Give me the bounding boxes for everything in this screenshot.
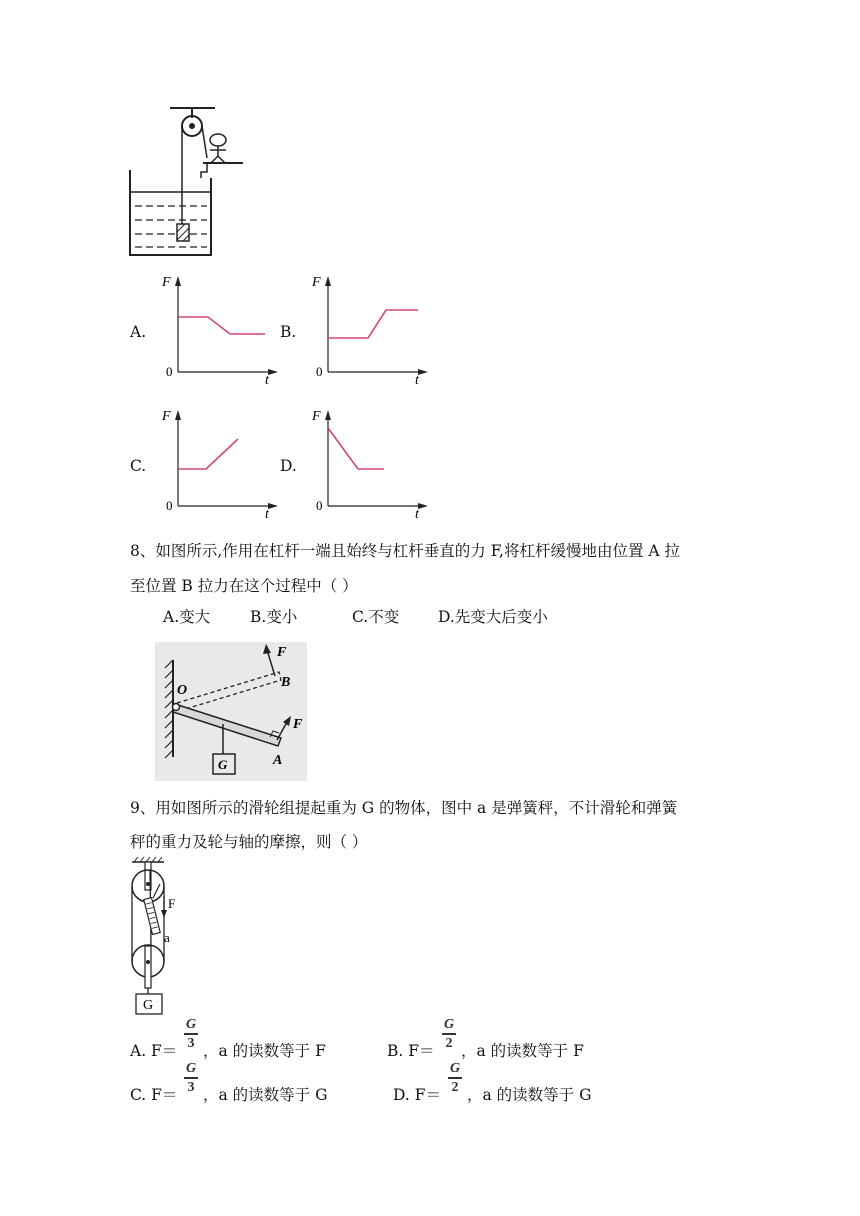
q9-option-d-prefix: D. F＝ [393,1086,441,1104]
q9-text-line2: 秤的重力及轮与轴的摩擦，则（ ） [130,833,368,851]
curve-b [328,310,418,338]
q9-option-d-suffix: ，a 的读数等于 G [467,1086,592,1104]
q9-option-c-prefix: C. F＝ [130,1086,178,1104]
q9-option-b-prefix: B. F＝ [387,1042,435,1060]
axis-x-label: t [415,507,419,522]
q8-text-line2: 至位置 B 拉力在这个过程中（ ） [130,577,358,595]
origin-label: 0 [316,498,323,513]
axis-y-label: F [162,275,171,290]
pivot-o-label: O [177,683,188,698]
curve-c [178,439,238,469]
point-b-label: B [281,675,291,690]
axis-x-label: t [265,507,269,522]
q9-text-line1: 9、用如图所示的滑轮组提起重为 G 的物体，图中 a 是弹簧秤，不计滑轮和弹簧 [130,799,678,817]
axis-y-label: F [162,409,171,424]
q9-option-b-suffix: ，a 的读数等于 F [461,1042,584,1060]
q8-text-line1: 8、如图所示,作用在杠杆一端且始终与杠杆垂直的力 F,将杠杆缓慢地由位置 A 拉 [130,542,681,560]
q9-option-a-suffix: ，a 的读数等于 F [203,1042,326,1060]
axis-x-label: t [265,373,269,388]
q8-option-a: A.变大 [163,608,211,626]
q9-option-c-suffix: ，a 的读数等于 G [203,1086,328,1104]
pulley-tank-figure [125,100,250,260]
axis-x-label: t [415,373,419,388]
point-a-label: A [273,753,283,768]
pulley-system-figure [124,856,194,1018]
q8-option-c: C.不变 [352,608,400,626]
lever-figure [155,642,307,781]
graph-d [308,402,433,522]
force-bottom-label: F [293,717,303,732]
option-c-label: C. [130,457,147,475]
origin-label: 0 [316,364,323,379]
q8-option-b: B.变小 [250,608,298,626]
graph-b [308,268,433,388]
q9-option-b-fraction: G 2 [443,1017,455,1051]
q9-option-a-prefix: A. F＝ [130,1042,178,1060]
weight-label: G [218,757,228,772]
origin-label: 0 [166,498,173,513]
graph-c [158,402,283,522]
q8-option-d: D.先变大后变小 [438,608,548,626]
curve-a [178,317,265,334]
graph-a [158,268,283,388]
force-top-label: F [277,645,287,660]
force-label: F [168,896,176,911]
scale-a-label: a [164,930,170,945]
q9-option-c-fraction: G 3 [185,1061,197,1095]
origin-label: 0 [166,364,173,379]
curve-d [328,428,384,469]
weight-label: G [143,998,154,1013]
option-d-label: D. [280,457,297,475]
q9-option-d-fraction: G 2 [449,1061,461,1095]
option-b-label: B. [280,323,297,341]
axis-y-label: F [312,275,321,290]
option-a-label: A. [130,323,147,341]
q9-option-a-fraction: G 3 [185,1017,197,1051]
axis-y-label: F [312,409,321,424]
